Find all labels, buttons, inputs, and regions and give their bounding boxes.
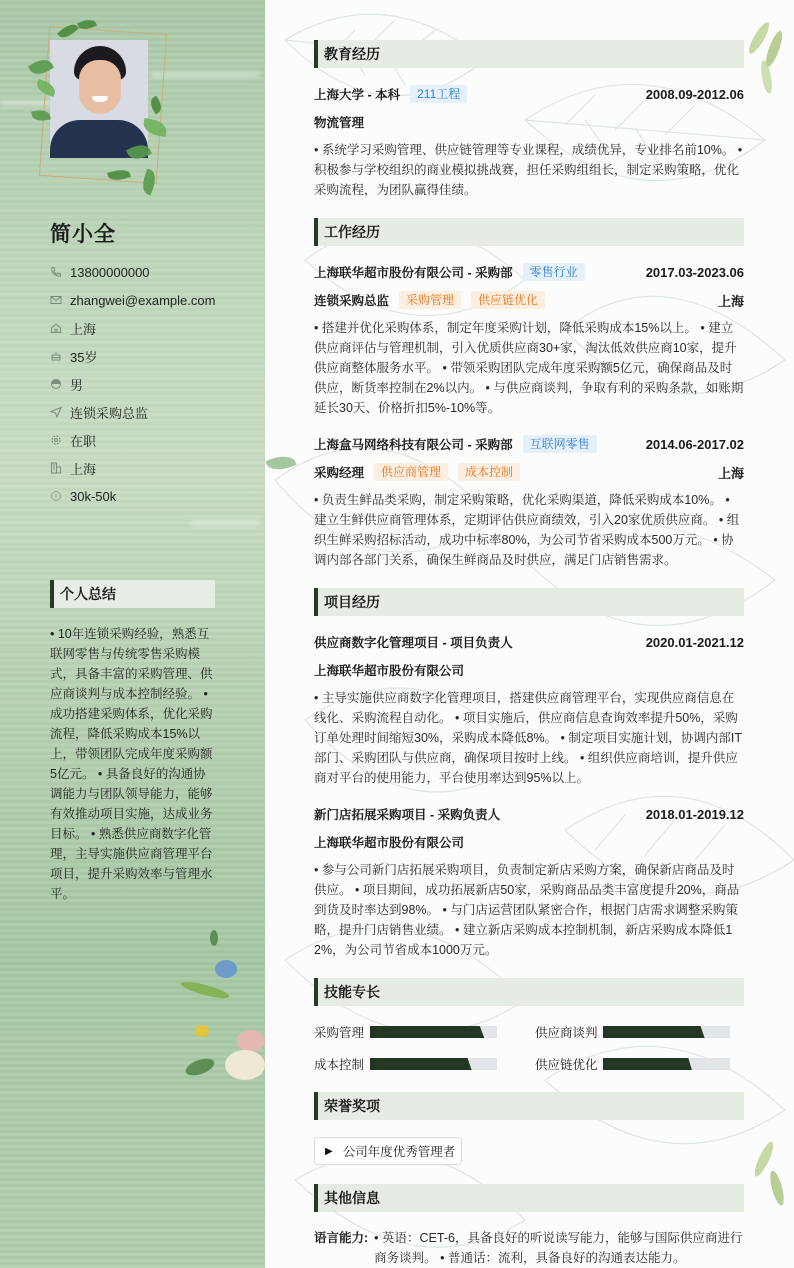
education-header-row — [314, 84, 744, 104]
language-label: 语言能力: — [314, 1231, 369, 1245]
contact-info-list — [50, 258, 215, 510]
projects-section-title: 项目经历 — [314, 588, 744, 616]
school-name: 上海大学 - 本科 — [314, 88, 401, 102]
info-work-city: 上海 — [50, 454, 215, 482]
project-header-row — [314, 632, 744, 652]
industry-tag: 零售行业 — [523, 263, 585, 281]
skill-bar — [603, 1058, 730, 1070]
leaf-decoration-top-right — [744, 0, 794, 110]
avatar-frame — [28, 20, 178, 200]
send-icon — [50, 406, 62, 418]
work-header-row — [314, 434, 744, 454]
sidebar — [0, 0, 265, 1268]
work-header-row — [314, 262, 744, 282]
industry-tag: 互联网零售 — [523, 435, 597, 453]
project-header-row — [314, 804, 744, 824]
skill-bar-fill — [370, 1026, 484, 1038]
skill-tag: 采购管理 — [399, 291, 461, 309]
skill-bar-fill — [603, 1026, 705, 1038]
info-phone: 13800000000 — [50, 258, 215, 286]
award-item-toggle[interactable] — [314, 1137, 462, 1165]
project-company-row — [314, 832, 744, 852]
salary-icon — [50, 490, 62, 502]
project-name: 新门店拓展采购项目 - 采购负责人 — [314, 808, 501, 822]
work-period: 2017.03-2023.06 — [645, 264, 744, 280]
skill-name: 采购管理 — [314, 1026, 365, 1040]
work-city: 上海 — [717, 465, 744, 481]
project-period: 2018.01-2019.12 — [645, 806, 744, 822]
avatar — [50, 40, 148, 158]
info-status: 在职 — [50, 426, 215, 454]
skill-bar-fill — [603, 1058, 692, 1070]
triangle-right-icon: ▶ — [325, 1145, 333, 1157]
skill-item — [314, 1022, 497, 1042]
education-section-title: 教育经历 — [314, 40, 744, 68]
project-description: • 主导实施供应商数字化管理项目，搭建供应商管理平台，实现供应商信息在线化、采购流程自动化。 • 项目实施后，供应商信息查询效率提升50%，采购订单处理时间缩短30%，采购成本降低8%。 • 制定项目实施计划，协调内部IT部门、采购团队与供应商，确保项目按时上线。 • 组织供应商培训，提升供应商对平台的使用能力，平台使用率达到95%以上。 — [314, 691, 743, 785]
education-description: • 系统学习采购管理、供应链管理等专业课程，成绩优异，专业排名前10%。 • 积极参与学校组织的商业模拟挑战赛，担任采购组组长，制定采购策略，优化采购流程，为团队赢得佳绩。 — [314, 143, 743, 197]
project-company-row — [314, 660, 744, 680]
project-name: 供应商数字化管理项目 - 项目负责人 — [314, 636, 513, 650]
gender-icon — [50, 378, 62, 390]
info-location: 上海 — [50, 314, 215, 342]
education-major: 物流管理 — [314, 116, 365, 130]
phone-icon — [50, 266, 62, 278]
info-salary: 30k-50k — [50, 482, 215, 510]
info-position: 连锁采购总监 — [50, 398, 215, 426]
work-position: 连锁采购总监 — [314, 294, 390, 308]
texture-streak — [190, 520, 260, 526]
info-email: zhangwei@example.com — [50, 286, 215, 314]
skill-bar — [370, 1026, 497, 1038]
language-value: • 英语：CET-6，具备良好的听说读写能力，能够与国际供应商进行商务谈判。 • 普通话：流利，具备良好的沟通表达能力。 — [374, 1231, 743, 1265]
project-description: • 参与公司新门店拓展采购项目，负责制定新店采购方案，确保新店商品及时供应。 • 项目期间，成功拓展新店50家，采购商品品类丰富度提升20%，商品到货及时率达到98%。 • 与门店运营团队紧密合作，根据门店需求调整采购策略，提升门店销售业绩。 • 建立新店采购成本控制机制，新店采购成本降低12%，为公司节省成本1000万元。 — [314, 863, 740, 957]
work-period: 2014.06-2017.02 — [645, 436, 744, 452]
skill-bar-fill — [370, 1058, 472, 1070]
skill-bar — [370, 1058, 497, 1070]
skill-bar — [603, 1026, 730, 1038]
awards-section-title: 荣誉奖项 — [314, 1092, 744, 1120]
info-gender: 男 — [50, 370, 215, 398]
skill-item — [535, 1054, 730, 1074]
education-major-row — [314, 112, 744, 132]
summary-section-title: 个人总结 — [50, 580, 215, 608]
home-icon — [50, 322, 62, 334]
skills-section-title: 技能专长 — [314, 978, 744, 1006]
work-section-title: 工作经历 — [314, 218, 744, 246]
award-label: 公司年度优秀管理者 — [342, 1145, 456, 1159]
other-section-title: 其他信息 — [314, 1184, 744, 1212]
status-icon — [50, 434, 62, 446]
age-icon — [50, 350, 62, 362]
work-company: 上海盒马网络科技有限公司 - 采购部 — [314, 438, 513, 452]
skill-name: 供应链优化 — [535, 1058, 598, 1072]
leaf-decoration-bottom-right — [744, 1130, 794, 1230]
project-company: 上海联华超市股份有限公司 — [314, 836, 465, 850]
skill-name: 成本控制 — [314, 1058, 365, 1072]
summary-text: • 10年连锁采购经验，熟悉互联网零售与传统零售采购模式，具备丰富的采购管理、供应商谈判与成本控制经验。 • 成功搭建采购体系，优化采购流程，降低采购成本15%以上，带领团队完成年度采购额5亿元。 • 具备良好的沟通协调能力与团队领导能力，能够有效推动项目实施，达成业务目标。 • 熟悉供应商数字化管理，主导实施供应商管理平台项目，提升采购效率与管理水平。 — [50, 627, 213, 901]
education-period: 2008.09-2012.06 — [645, 86, 744, 102]
work-position-row — [314, 462, 744, 482]
work-company: 上海联华超市股份有限公司 - 采购部 — [314, 266, 513, 280]
candidate-name: 简小全 — [50, 223, 116, 246]
work-description: • 搭建并优化采购体系，制定年度采购计划，降低采购成本15%以上。 • 建立供应商评估与管理机制，引入优质供应商30+家，淘汰低效供应商10家，提升供应商整体服务水平。 • 带领采购团队完成年度采购额5亿元，确保商品及时供应，断货率控制在2%以内。 • 与供应商谈判，争取有利的采购条款，如账期延长30天、价格折扣5%-10%等。 — [314, 321, 744, 415]
flower-decoration — [175, 930, 265, 1090]
skill-tag: 供应链优化 — [471, 291, 545, 309]
work-description: • 负责生鲜品类采购，制定采购策略，优化采购渠道，降低采购成本10%。 • 建立生鲜供应商管理体系，定期评估供应商绩效，引入20家优质供应商。 • 组织生鲜采购招标活动，成功中标率80%，为公司节省采购成本500万元。 • 协调内部各部门关系，确保生鲜商品及时供应，满足门店销售需求。 — [314, 493, 740, 567]
email-icon — [50, 294, 62, 306]
language-row — [314, 1228, 744, 1268]
building-icon — [50, 462, 62, 474]
skill-tag: 供应商管理 — [374, 463, 448, 481]
skill-item — [314, 1054, 497, 1074]
project-company: 上海联华超市股份有限公司 — [314, 664, 465, 678]
work-city: 上海 — [717, 293, 744, 309]
info-age: 35岁 — [50, 342, 215, 370]
work-position-row — [314, 290, 744, 310]
skill-tag: 成本控制 — [458, 463, 520, 481]
work-position: 采购经理 — [314, 466, 365, 480]
skill-name: 供应商谈判 — [535, 1026, 598, 1040]
skill-item — [535, 1022, 730, 1042]
school-tag: 211工程 — [410, 85, 467, 103]
project-period: 2020.01-2021.12 — [645, 634, 744, 650]
